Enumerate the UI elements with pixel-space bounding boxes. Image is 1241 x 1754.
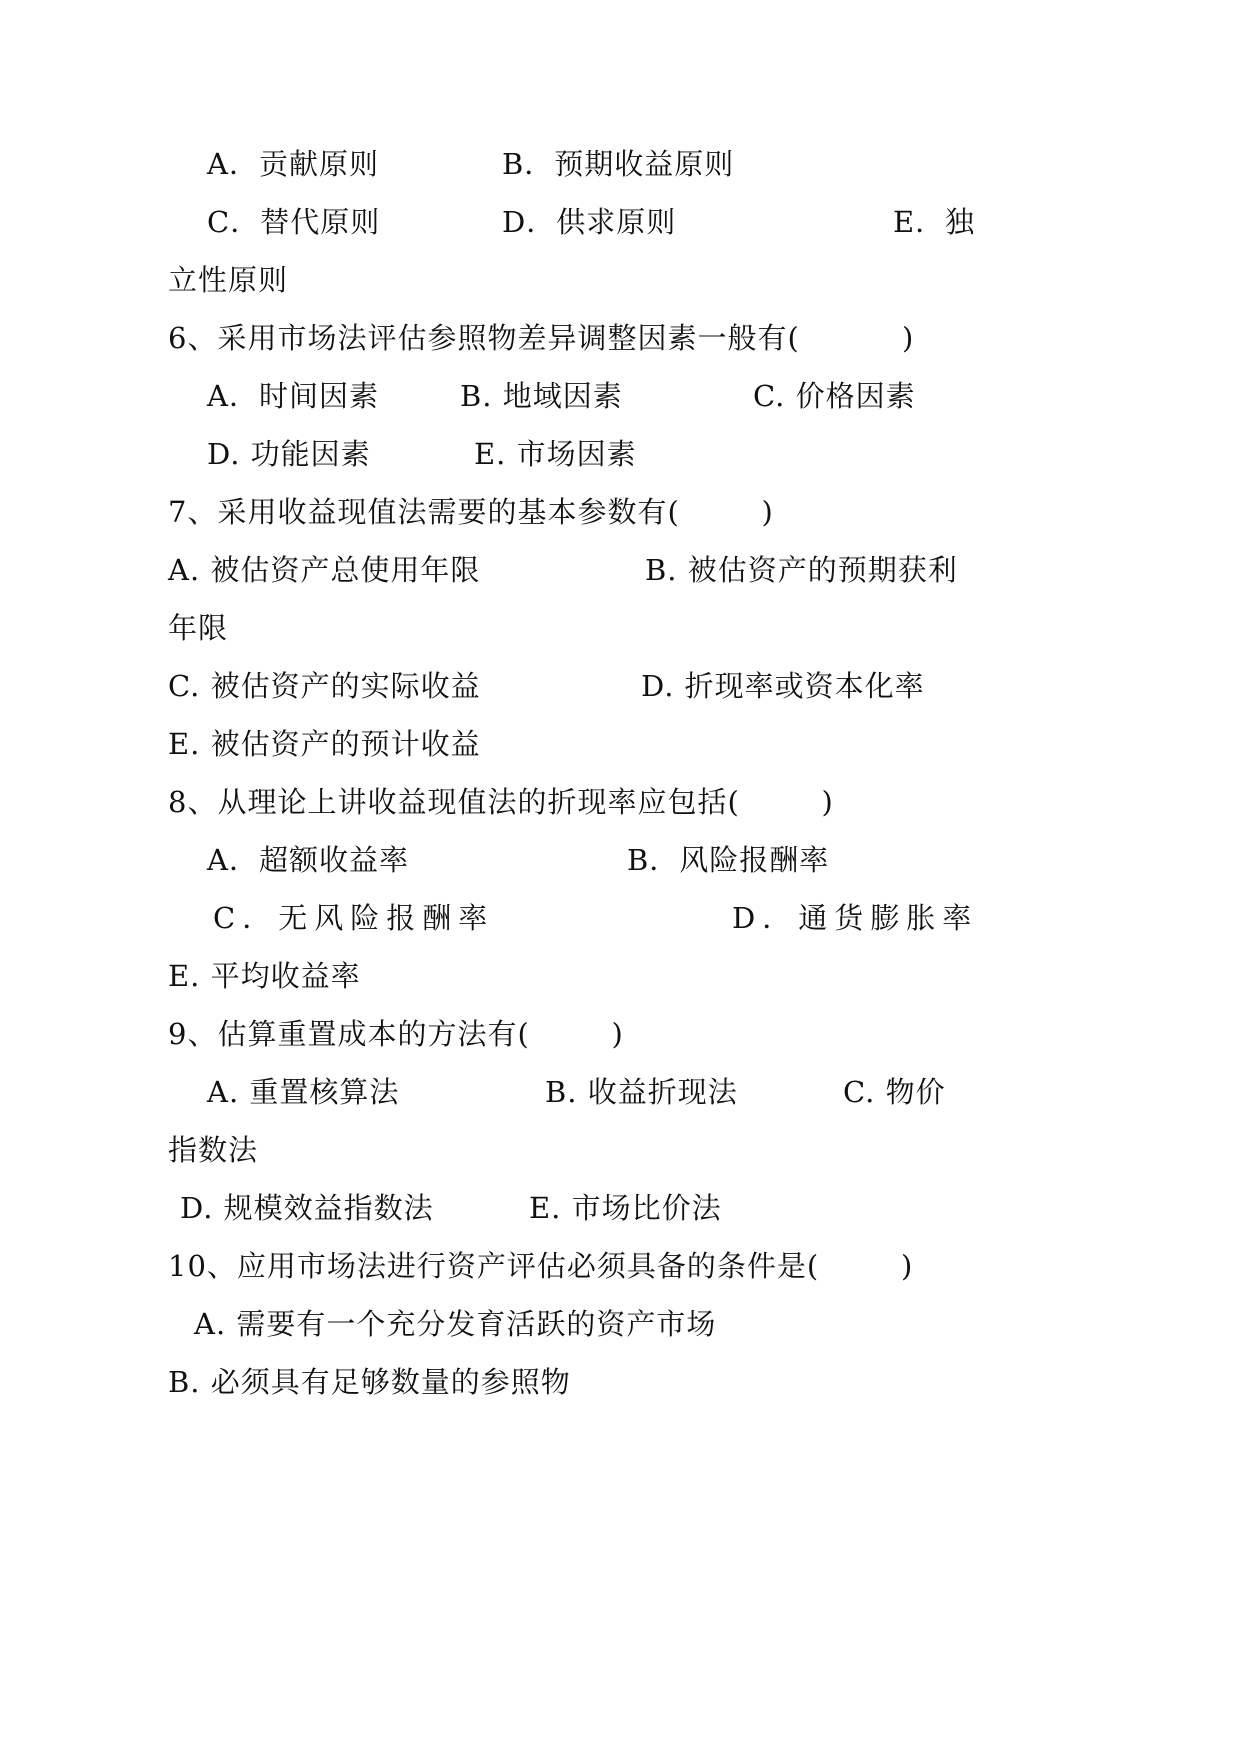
q5-option-d: D．供求原则 [502, 205, 677, 239]
q8-option-d: D．通货膨胀率 [732, 901, 979, 935]
q5-option-b: B．预期收益原则 [502, 147, 735, 181]
q6-option-a: A．时间因素 [207, 379, 379, 413]
q5-option-e-start: E．独 [893, 205, 976, 239]
q7-option-c: C. 被估资产的实际收益 [168, 669, 481, 703]
q9-option-c-start: C. 物价 [843, 1075, 946, 1109]
q10-stem: 10、应用市场法进行资产评估必须具备的条件是( ) [168, 1249, 914, 1283]
q8-option-e: E. 平均收益率 [168, 959, 361, 993]
q8-option-a: A．超额收益率 [207, 843, 409, 877]
q10-option-a: A. 需要有一个充分发育活跃的资产市场 [194, 1307, 717, 1341]
q5-option-a: A．贡献原则 [207, 147, 379, 181]
q9-option-d: D. 规模效益指数法 [180, 1191, 434, 1225]
q9-option-e: E. 市场比价法 [529, 1191, 722, 1225]
q9-option-a: A. 重置核算法 [207, 1075, 400, 1109]
q9-option-b: B. 收益折现法 [545, 1075, 738, 1109]
q7-option-d: D. 折现率或资本化率 [641, 669, 925, 703]
q8-option-b: B．风险报酬率 [627, 843, 830, 877]
q5-option-e-end: 立性原则 [168, 263, 289, 297]
q6-option-b: B. 地域因素 [460, 379, 623, 413]
q7-option-a: A. 被估资产总使用年限 [168, 553, 481, 587]
q8-stem: 8、从理论上讲收益现值法的折现率应包括( ) [168, 785, 834, 819]
q8-option-c: C．无风险报酬率 [213, 901, 495, 935]
q6-option-c: C. 价格因素 [753, 379, 916, 413]
q7-option-b-end: 年限 [168, 611, 229, 645]
q6-stem: 6、采用市场法评估参照物差异调整因素一般有( ) [168, 321, 915, 355]
q7-option-b-start: B. 被估资产的预期获利 [645, 553, 958, 587]
q5-option-c: C．替代原则 [207, 205, 381, 239]
q6-option-e: E. 市场因素 [474, 437, 637, 471]
q10-option-b: B. 必须具有足够数量的参照物 [168, 1365, 571, 1399]
q7-option-e: E. 被估资产的预计收益 [168, 727, 481, 761]
q7-stem: 7、采用收益现值法需要的基本参数有( ) [168, 495, 774, 529]
q6-option-d: D. 功能因素 [207, 437, 371, 471]
q9-option-c-end: 指数法 [168, 1133, 259, 1167]
q9-stem: 9、估算重置成本的方法有( ) [168, 1017, 624, 1051]
